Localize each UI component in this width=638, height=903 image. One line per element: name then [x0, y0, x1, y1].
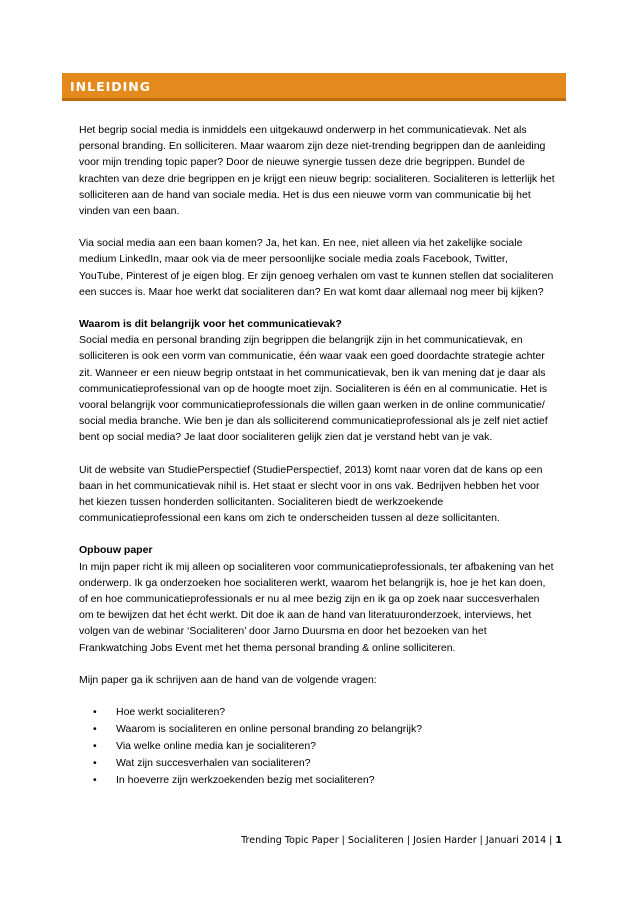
- text-line: onderwerp. Ik ga onderzoeken hoe socialiteren werkt, waarom het belangrijk is, hoe je het kan doen,: [79, 576, 546, 589]
- text-line: om te bewijzen dat het écht werkt. Dit doe ik aan de hand van literatuuronderzoek, interviews, het: [79, 609, 532, 622]
- footer-text: Trending Topic Paper | Socialiteren | Josien Harder | Januari 2014 |: [241, 835, 553, 846]
- bullet-icon: •: [93, 723, 97, 736]
- heading-importance: Waarom is dit belangrijk voor het communicatievak?: [79, 318, 342, 331]
- paragraph-social-media: [79, 235, 567, 300]
- text-line: YouTube, Pinterest of je eigen blog. Er zijn genoeg verhalen om vast te kunnen stellen dat socialiteren: [79, 269, 554, 282]
- paragraph-questions-intro: [79, 672, 567, 688]
- text-line: Social media en personal branding zijn begrippen die belangrijk zijn in het communicatievak, en: [79, 334, 523, 347]
- text-line: communicatieprofessional van op de hoogte moet zijn. Socialiteren is één en al communicatie. Het is: [79, 382, 548, 395]
- text-line: baan in het communicatievak nihil is. Het staat er slecht voor in ons vak. Bedrijven hebben het voor: [79, 479, 540, 492]
- bullet-icon: •: [93, 757, 97, 770]
- text-line: Mijn paper ga ik schrijven aan de hand van de volgende vragen:: [79, 673, 377, 686]
- list-item: [79, 721, 567, 738]
- text-line: Frankwatching Jobs Event met het thema personal branding & online solliciteren.: [79, 641, 456, 654]
- text-line: In mijn paper richt ik mij alleen op socialiteren voor communicatieprofessionals, ter afbakening van het: [79, 560, 554, 573]
- heading-structure: Opbouw paper: [79, 544, 153, 557]
- section-banner: [62, 73, 566, 101]
- paragraph-importance: [79, 332, 567, 445]
- text-line: bent op social media? Je laat door socialiteren gelijk zien dat je verstand hebt van je vak.: [79, 431, 493, 444]
- question-list: [79, 704, 567, 789]
- text-line: medium LinkedIn, maar ook via de meer persoonlijke sociale media zoals Facebook, Twitter,: [79, 253, 508, 266]
- paragraph-studieperspectief: [79, 462, 567, 527]
- question-text: Wat zijn succesverhalen van socialiteren?: [116, 757, 311, 770]
- question-text: Waarom is socialiteren en online personal branding zo belangrijk?: [116, 723, 423, 736]
- paragraph-intro: [79, 122, 567, 219]
- list-item: [79, 704, 567, 721]
- question-text: Hoe werkt socialiteren?: [116, 706, 226, 719]
- text-line: een succes is. Maar hoe werkt dat socialiteren dan? En wat komt daar allemaal nog meer bij kijken?: [79, 285, 544, 298]
- bullet-icon: •: [93, 774, 97, 787]
- text-line: volgen van de webinar ‘Socialiteren’ door Jarno Duursma en door het bezoeken van het: [79, 625, 487, 638]
- text-line: vooral belangrijk voor communicatieprofessionals die willen gaan werken in de online communicatie/: [79, 399, 545, 412]
- document-body: [79, 122, 567, 789]
- text-line: personal branding. En solliciteren. Maar waarom zijn deze niet-trending begrippen dan de aanleiding: [79, 140, 546, 153]
- section-title: INLEIDING: [70, 79, 152, 94]
- bullet-icon: •: [93, 706, 97, 719]
- bullet-icon: •: [93, 740, 97, 753]
- text-line: Het begrip social media is inmiddels een uitgekauwd onderwerp in het communicatievak. Net als: [79, 124, 527, 136]
- text-line: solliciteren is ook een vorm van communicatie, één waar vaak een goed doordachte strategie achter: [79, 350, 545, 363]
- paragraph-structure: [79, 559, 567, 656]
- list-item: [79, 738, 567, 755]
- text-line: Uit de website van StudiePerspectief (StudiePerspectief, 2013) komt naar voren dat de kans op een: [79, 463, 543, 476]
- text-line: het kiezen tussen honderden sollicitanten. Socialiteren biedt de werkzoekende: [79, 496, 444, 509]
- text-line: vinden van een baan.: [79, 205, 180, 218]
- question-text: In hoeverre zijn werkzoekenden bezig met socialiteren?: [116, 774, 375, 787]
- text-line: solliciteren aan de hand van sociale media. Het is dus een nieuwe vorm van communicatie bij het: [79, 188, 531, 201]
- page-footer: [241, 835, 562, 846]
- text-line: voor mijn trending topic paper? Door de nieuwe synergie tussen deze drie begrippen. Bundel de: [79, 156, 525, 169]
- text-line: social media branche. Wie ben je dan als solliciterend communicatieprofessional als je zelf niet actief: [79, 415, 548, 428]
- list-item: [79, 755, 567, 772]
- list-item: [79, 772, 567, 789]
- text-line: of en hoe communicatieprofessionals er nu al mee bezig zijn en ik ga op zoek naar succesverhalen: [79, 593, 540, 606]
- question-text: Via welke online media kan je socialiteren?: [116, 740, 317, 753]
- text-line: Via social media aan een baan komen? Ja, het kan. En nee, niet alleen via het zakelijke sociale: [79, 237, 523, 250]
- text-line: krachten van deze drie begrippen en je krijgt een nieuw begrip: socialiteren. Socialiteren is letterlijk het: [79, 172, 555, 185]
- text-line: zit. Wanneer er een nieuw begrip ontstaat in het communicatievak, ben ik van mening dat je daar als: [79, 366, 546, 379]
- text-line: communicatieprofessional een kans om zich te onderscheiden tussen al deze sollicitanten.: [79, 512, 500, 525]
- page-number: 1: [555, 835, 562, 846]
